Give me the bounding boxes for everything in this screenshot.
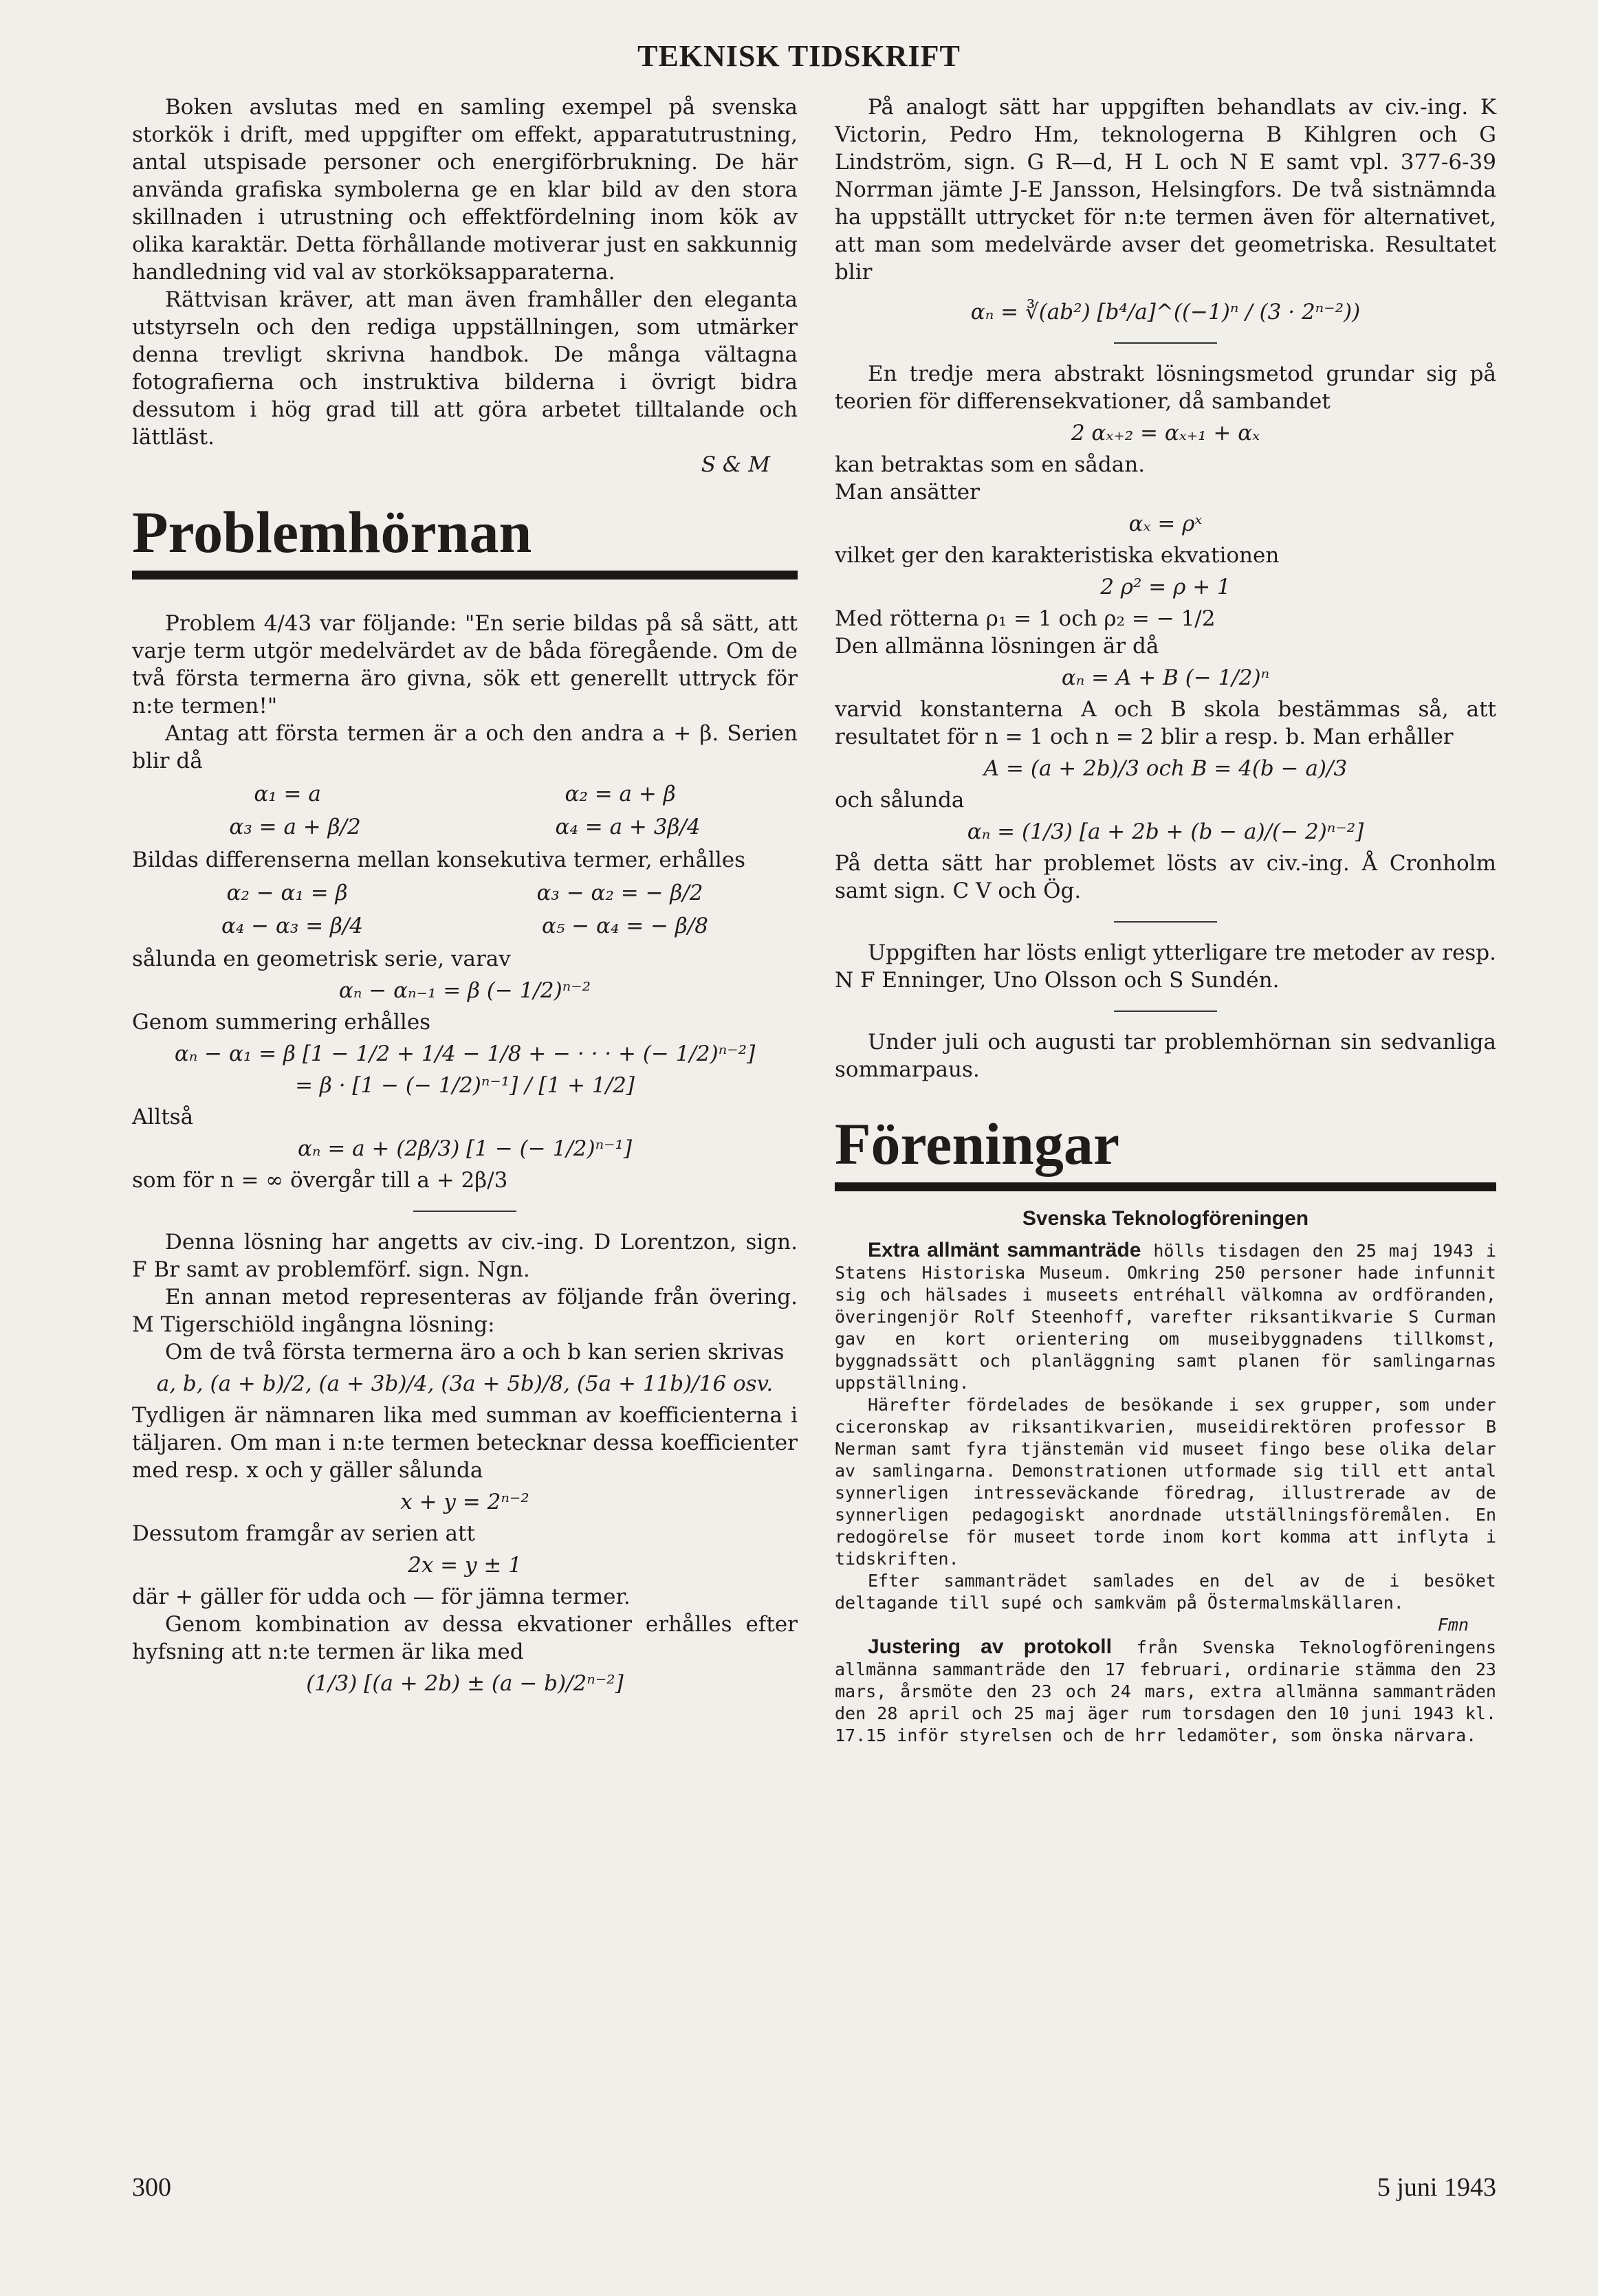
equation: αₙ − α₁ = β [1 − 1/2 + 1/4 − 1/8 + − · · · + (− 1/2)ⁿ⁻²] [174,1041,756,1066]
equation: = β · [1 − (− 1/2)ⁿ⁻¹] / [1 + 1/2] [295,1073,635,1098]
equation: a, b, (a + b)/2, (a + 3b)/4, (3a + 5b)/8, (5a + 11b)/16 osv. [156,1371,774,1396]
notice-text: från Svenska Teknologföreningens allmänna sammanträde den 17 februari, ordinarie stämma den 23 mars, årsmöte den 23 och 24 mars, extra allmänna sammanträden den 28 april och 25 maj äger rum torsdagen den 10 juni 1943 kl. 17.15 inför styrelsen och de hrr ledamöter, som önska närvara. [835,1637,1496,1745]
problem-paragraph: Tydligen är nämnaren lika med summan av koefficienterna i täljaren. Om man i n:te termen betecknar dessa koefficienter med resp. x och y gäller sålunda [132,1403,798,1483]
problem-paragraph: Denna lösning har angetts av civ.-ing. D Lorentzon, sign. F Br samt av problemförf. sign. Ngn. [132,1230,798,1282]
problem-paragraph: sålunda en geometrisk serie, varav [132,947,511,971]
equation-row [132,879,798,907]
problem-paragraph: Problem 4/43 var följande: "En serie bildas på så sätt, att varje term utgör medelvärdet av de båda föregående. Om de två första termerna äro givna, sök ett generellt uttryck för n:te termen!" [132,611,798,718]
problem-paragraph: Dessutom framgår av serien att [132,1521,475,1546]
notice-lead: Justering av protokoll [868,1635,1112,1658]
section-rule [132,571,798,579]
problem-paragraph: varvid konstanterna A och B skola bestämmas så, att resultatet för n = 1 och n = 2 blir a resp. b. Man erhåller [835,697,1496,749]
equation: αₙ = ∛(ab²) [b⁴/a]^((−1)ⁿ / (3 · 2ⁿ⁻²)) [970,300,1361,324]
problem-paragraph: där + gäller för udda och — för jämna termer. [132,1585,631,1609]
problem-paragraph: Alltså [132,1105,194,1129]
equation: α₁ = a [254,782,321,806]
issue-date: 5 juni 1943 [1377,2173,1496,2202]
notice-text: hölls tisdagen den 25 maj 1943 i Statens Historiska Museum. Omkring 250 personer hade infunnit sig och hälsades i museets entréhall välkomna av ordföranden, överingenjör Rolf Steenhoff, varefter riksantikvarie S Curman gav en kort orientering om museibyggnadens tillkomst, byggnadssätt och planläggning samt planen för samlingarnas uppställning. [835,1241,1496,1393]
problem-paragraph: En annan metod representeras av följande från övering. M Tigerschiöld ingångna lösning: [132,1285,798,1337]
subsection-heading: Svenska Teknologföreningen [1022,1207,1309,1230]
page-number: 300 [132,2173,171,2202]
left-column [132,93,798,1701]
review-signature: S & M [701,452,770,477]
equation: αₓ = ρˣ [1128,511,1203,536]
problem-paragraph: Under juli och augusti tar problemhörnan sin sedvanliga sommarpaus. [835,1030,1496,1082]
separator-rule [1114,342,1217,344]
equation: (1/3) [(a + 2b) ± (a − b)/2ⁿ⁻²] [306,1671,624,1696]
separator-rule [1114,1011,1217,1012]
problem-paragraph: På detta sätt har problemet lösts av civ.-ing. Å Cronholm samt sign. C V och Ög. [835,851,1496,903]
separator-rule [1114,921,1217,923]
notice-signature: Fmn [1437,1615,1469,1635]
problem-paragraph: Genom kombination av dessa ekvationer erhålles efter hyfsning att n:te termen är lika med [132,1612,798,1664]
equation: A = (a + 2b)/3 och B = 4(b − a)/3 [983,756,1348,781]
problem-paragraph: Genom summering erhålles [132,1010,431,1035]
equation: 2 αₓ₊₂ = αₓ₊₁ + αₓ [1071,421,1260,445]
notice-paragraph: Efter sammanträdet samlades en del av de i besöket deltagande till supé och samkväm på Östermalmskällaren. [835,1571,1496,1613]
right-column [835,93,1496,1747]
problem-paragraph: och sålunda [835,788,965,813]
problem-paragraph: kan betraktas som en sådan. [835,452,1146,477]
equation: αₙ − αₙ₋₁ = β (− 1/2)ⁿ⁻² [338,978,591,1003]
equation-row [132,813,798,841]
equation-row [132,912,798,940]
section-rule [835,1182,1496,1191]
notice-lead: Extra allmänt sammanträde [868,1239,1141,1261]
separator-rule [413,1211,516,1212]
running-header: TEKNISK TIDSKRIFT [637,39,961,73]
equation: αₙ = (1/3) [a + 2b + (b − a)/(− 2)ⁿ⁻²] [967,819,1364,844]
notice-paragraph [835,1239,1496,1394]
equation: α₄ = a + 3β/4 [555,815,701,839]
equation: α₂ − α₁ = β [226,881,348,905]
equation: 2 ρ² = ρ + 1 [1100,575,1231,599]
problem-paragraph: som för n = ∞ övergår till a + 2β/3 [132,1168,508,1193]
review-paragraph: Boken avslutas med en samling exempel på svenska storkök i drift, med uppgifter om effekt, apparatutrustning, antal utspisade personer och energiförbrukning. De här använda grafiska symbolerna ge en klar bild av den stora skillnaden i utrustning och effektfördelning inom kök av olika karaktär. Detta förhållande motiverar just en sakkunnig handledning vid val av storköksapparaterna. [132,95,798,285]
problem-paragraph: Bildas differenserna mellan konsekutiva termer, erhålles [132,848,746,872]
problem-paragraph: Med rötterna ρ₁ = 1 och ρ₂ = − 1/2 [835,606,1216,631]
problem-paragraph: vilket ger den karakteristiska ekvationen [835,543,1280,568]
problem-paragraph: Den allmänna lösningen är då [835,634,1159,659]
problem-paragraph: En tredje mera abstrakt lösningsmetod grundar sig på teorien för differensekvationer, då sambandet [835,362,1496,414]
equation-row [132,780,798,808]
section-title-problemhornan: Problemhörnan [132,499,532,565]
equation: α₃ − α₂ = − β/2 [536,881,703,905]
section-title-foreningar: Föreningar [835,1111,1120,1177]
equation: α₃ = a + β/2 [229,815,361,839]
equation: 2x = y ± 1 [408,1553,522,1578]
equation: α₄ − α₃ = β/4 [221,914,364,938]
problem-paragraph: Man ansätter [835,480,980,505]
notice-paragraph [835,1636,1496,1747]
problem-paragraph: Om de två första termerna äro a och b kan serien skrivas [165,1340,785,1365]
equation: αₙ = A + B (− 1/2)ⁿ [1061,665,1270,690]
review-paragraph: Rättvisan kräver, att man även framhåller den eleganta utstyrseln och den rediga uppställningen, som utmärker denna trevligt skrivna handbok. De många vältagna fotografierna och instruktiva bilderna i övrigt bidra dessutom i hög grad till att göra arbetet tilltalande och lättläst. [132,287,798,450]
equation: α₅ − α₄ = − β/8 [542,914,709,938]
problem-paragraph: Antag att första termen är a och den andra a + β. Serien blir då [132,721,798,773]
notice-paragraph: Härefter fördelades de besökande i sex grupper, som under ciceronskap av riksantikvarien, museidirektören professor B Nerman samt fyra tjänstemän vid museet fingo bese olika delar av samlingarna. Demonstrationen utformade sig till ett antal synnerligen intresseväckande föredrag, illustrerade av de synnerligen pedagogiskt anordnade utställningsföremålen. En redogörelse för museet torde inom kort komma att inflyta i tidskriften. [835,1395,1496,1569]
equation: x + y = 2ⁿ⁻² [400,1490,529,1514]
equation: α₂ = a + β [565,782,676,806]
problem-paragraph: På analogt sätt har uppgiften behandlats av civ.-ing. K Victorin, Pedro Hm, teknologerna B Kihlgren och G Lindström, sign. G R—d, H L och N E samt vpl. 377-6-39 Norrman jämte J-E Jansson, Helsingfors. De två sistnämnda ha uppställt uttrycket för n:te termen även för alternativet, att man som medelvärde avser det geometriska. Resultatet blir [835,95,1496,285]
equation: αₙ = a + (2β/3) [1 − (− 1/2)ⁿ⁻¹] [297,1136,633,1161]
problem-paragraph: Uppgiften har lösts enligt ytterligare tre metoder av resp. N F Enninger, Uno Olsson och S Sundén. [835,940,1496,993]
